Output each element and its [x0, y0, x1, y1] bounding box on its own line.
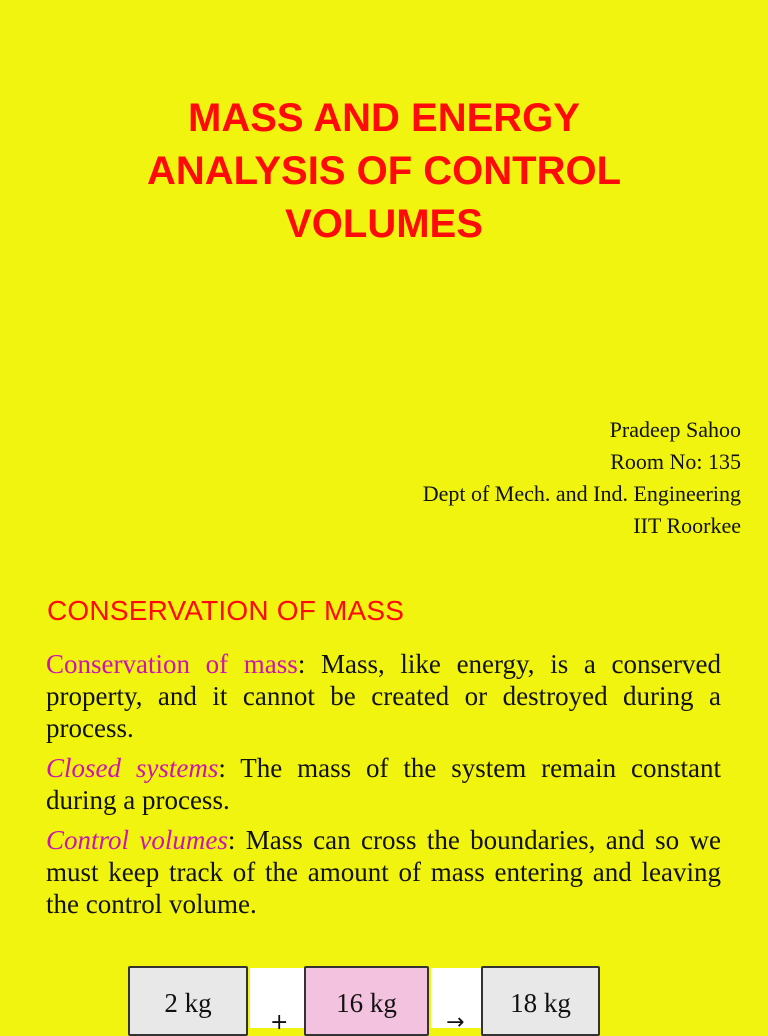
content-slide: [0, 560, 768, 1035]
slide-title-line-2: ANALYSIS OF CONTROL: [146, 149, 622, 193]
paragraph-control-volumes: [46, 824, 721, 920]
term-control-volumes: Control volumes: [46, 825, 228, 855]
section-heading: CONSERVATION OF MASS: [47, 595, 405, 626]
mass-box-initial: 2 kg: [128, 966, 248, 1036]
slide-title-line-3: VOLUMES: [285, 202, 483, 246]
term-conservation-of-mass: Conservation of mass: [46, 649, 298, 679]
mass-box-result: 18 kg: [481, 966, 600, 1036]
arrow-right-icon: →: [446, 1010, 465, 1035]
paragraph-text: : Mass can cross the boundaries, and so we must keep track of the amount of mass entering and leaving the control volume.: [46, 825, 721, 919]
slide-title: [40, 92, 728, 251]
author-institute: IIT Roorkee: [633, 513, 741, 538]
plus-icon: +: [270, 1010, 289, 1035]
mass-box-added: 16 kg: [304, 966, 429, 1036]
author-dept: Dept of Mech. and Ind. Engineering: [422, 481, 741, 506]
paragraph-text: : The mass of the system remain constant during a process.: [46, 753, 721, 815]
author-name: Pradeep Sahoo: [609, 417, 741, 442]
paragraph-closed-systems: [46, 752, 721, 816]
paragraph-conservation-of-mass: [46, 648, 721, 744]
author-block: [423, 414, 741, 542]
author-room: Room No: 135: [610, 449, 741, 474]
slide-title-line-1: MASS AND ENERGY: [188, 96, 580, 140]
paragraph-text: : Mass, like energy, is a conserved property, and it cannot be created or destroyed during a process.: [46, 649, 721, 743]
term-closed-systems: Closed systems: [46, 753, 219, 783]
